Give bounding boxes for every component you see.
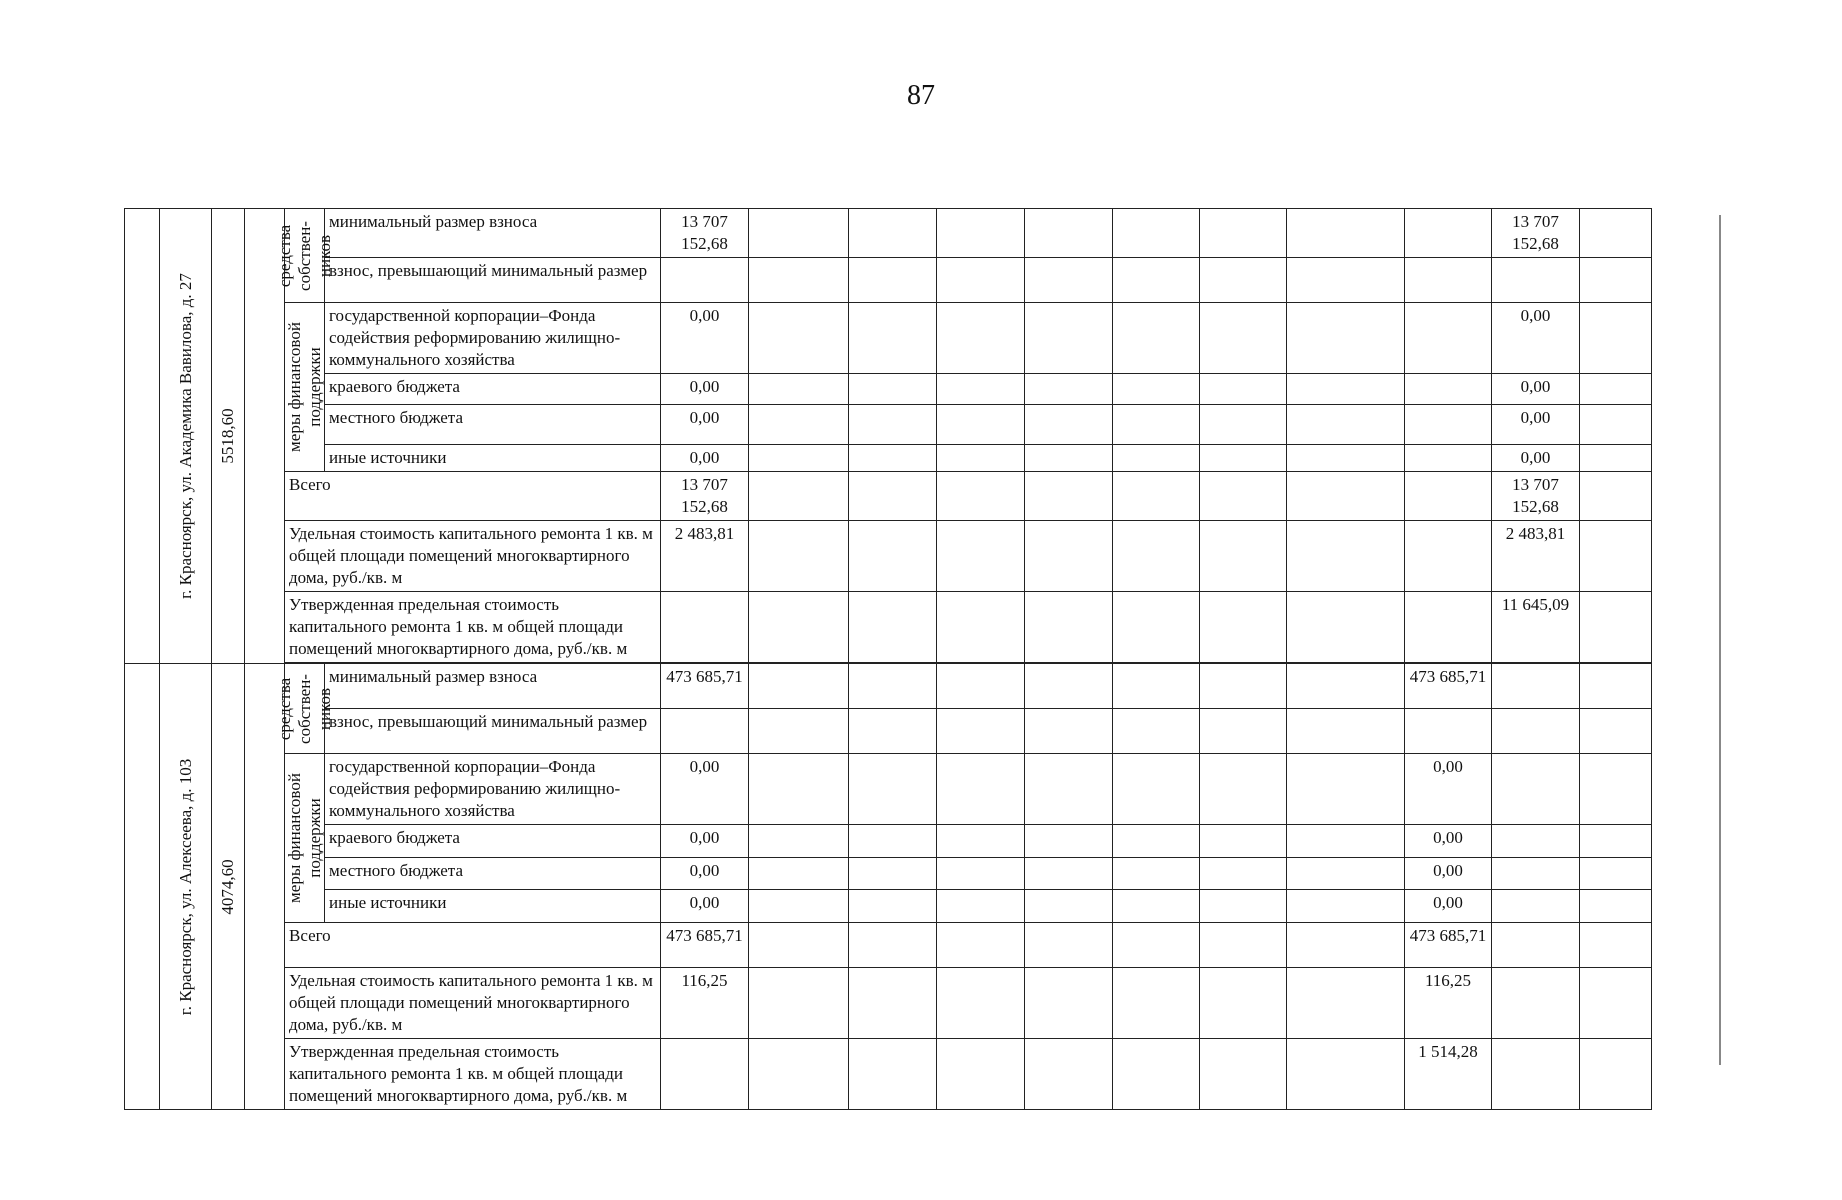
local-budget-label: местного бюджета	[325, 405, 661, 445]
min-fee-end-value: 13 707 152,68	[1492, 209, 1580, 258]
regional-budget-label: краевого бюджета	[325, 825, 661, 858]
other-sources-label: иные источники	[325, 890, 661, 923]
table-row	[125, 825, 1652, 858]
table-row	[125, 258, 1652, 303]
state-corp-end-value: 0,00	[1492, 303, 1580, 374]
unit-cost-value: 2 483,81	[661, 521, 749, 592]
other-sources-col-value: 0,00	[1405, 890, 1492, 923]
table-row	[125, 923, 1652, 968]
table-row	[125, 472, 1652, 521]
regional-budget-label: краевого бюджета	[325, 374, 661, 405]
unit-cost-label: Удельная стоимость капитального ремонта 1 кв. м общей площади помещений многоквартирного дома, руб./кв. м	[285, 968, 661, 1039]
capital-repair-table	[124, 208, 1652, 1110]
table-row	[125, 445, 1652, 472]
other-sources-label: иные источники	[325, 445, 661, 472]
state-corp-label: государственной корпорации–Фонда содействия реформированию жилищно-коммунального хозяйства	[325, 303, 661, 374]
max-cost-col-value: 1 514,28	[1405, 1039, 1492, 1110]
other-sources-value: 0,00	[661, 890, 749, 923]
building-address: г. Красноярск, ул. Академика Вавилова, д. 27	[175, 273, 195, 599]
regional-budget-value: 0,00	[661, 825, 749, 858]
min-fee-col-value: 473 685,71	[1405, 664, 1492, 709]
building-area: 4074,60	[218, 858, 237, 915]
building-address: г. Красноярск, ул. Алексеева, д. 103	[175, 758, 195, 1015]
other-sources-value: 0,00	[661, 445, 749, 472]
table-row	[125, 521, 1652, 592]
table-row	[125, 405, 1652, 445]
table-row	[125, 374, 1652, 405]
over-min-fee-label: взнос, превышающий минимальный размер	[325, 709, 661, 754]
table-row	[125, 1039, 1652, 1110]
support-measures-group	[285, 303, 325, 472]
state-corp-label: государственной корпорации–Фонда содействия реформированию жилищно-коммунального хозяйства	[325, 754, 661, 825]
total-value: 13 707 152,68	[661, 472, 749, 521]
regional-budget-col-value: 0,00	[1405, 825, 1492, 858]
table-row	[125, 209, 1652, 258]
local-budget-value: 0,00	[661, 858, 749, 890]
total-col-value: 473 685,71	[1405, 923, 1492, 968]
max-cost-end-value: 11 645,09	[1492, 592, 1580, 663]
support-measures-label: меры финансовой поддержки	[284, 322, 324, 452]
table-row	[125, 664, 1652, 709]
scan-edge-line	[1719, 215, 1721, 1065]
total-end-value: 13 707 152,68	[1492, 472, 1580, 521]
total-label: Всего	[285, 472, 661, 521]
min-fee-value: 13 707 152,68	[661, 209, 749, 258]
other-sources-end-value: 0,00	[1492, 445, 1580, 472]
building-area-cell	[212, 664, 245, 1110]
table-row	[125, 592, 1652, 663]
state-corp-col-value: 0,00	[1405, 754, 1492, 825]
total-label: Всего	[285, 923, 661, 968]
max-cost-label: Утвержденная предельная стоимость капитального ремонта 1 кв. м общей площади помещений многоквартирного дома, руб./кв. м	[285, 1039, 661, 1110]
table-row	[125, 754, 1652, 825]
over-min-fee-label: взнос, превышающий минимальный размер	[325, 258, 661, 303]
owner-funds-group	[274, 209, 334, 303]
unit-cost-end-value: 2 483,81	[1492, 521, 1580, 592]
unit-cost-col-value: 116,25	[1405, 968, 1492, 1039]
min-fee-label: минимальный размер взноса	[325, 209, 661, 258]
regional-budget-value: 0,00	[661, 374, 749, 405]
total-value: 473 685,71	[661, 923, 749, 968]
table-row	[125, 303, 1652, 374]
min-fee-value: 473 685,71	[661, 664, 749, 709]
state-corp-value: 0,00	[661, 754, 749, 825]
table-row	[125, 890, 1652, 923]
regional-budget-end-value: 0,00	[1492, 374, 1580, 405]
local-budget-col-value: 0,00	[1405, 858, 1492, 890]
row-number-cell	[125, 664, 160, 1110]
building-address-cell	[160, 664, 212, 1110]
row-number-cell	[125, 209, 160, 664]
local-budget-end-value: 0,00	[1492, 405, 1580, 445]
building-area: 5518,60	[218, 408, 237, 464]
owner-funds-label: средства собствен-ников	[274, 673, 334, 744]
page-number: 87	[907, 80, 935, 111]
state-corp-value: 0,00	[661, 303, 749, 374]
local-budget-value: 0,00	[661, 405, 749, 445]
max-cost-label: Утвержденная предельная стоимость капитального ремонта 1 кв. м общей площади помещений многоквартирного дома, руб./кв. м	[285, 592, 661, 663]
owner-funds-label: средства собствен-ников	[274, 220, 334, 291]
support-measures-group	[285, 754, 325, 923]
table-row	[125, 968, 1652, 1039]
local-budget-label: местного бюджета	[325, 858, 661, 890]
table-row	[125, 709, 1652, 754]
table-row	[125, 858, 1652, 890]
building-address-cell	[160, 209, 212, 664]
building-area-cell	[212, 209, 245, 664]
owner-funds-group	[274, 664, 334, 754]
unit-cost-value: 116,25	[661, 968, 749, 1039]
unit-cost-label: Удельная стоимость капитального ремонта 1 кв. м общей площади помещений многоквартирного дома, руб./кв. м	[285, 521, 661, 592]
support-measures-label: меры финансовой поддержки	[284, 773, 324, 903]
min-fee-label: минимальный размер взноса	[325, 664, 661, 709]
